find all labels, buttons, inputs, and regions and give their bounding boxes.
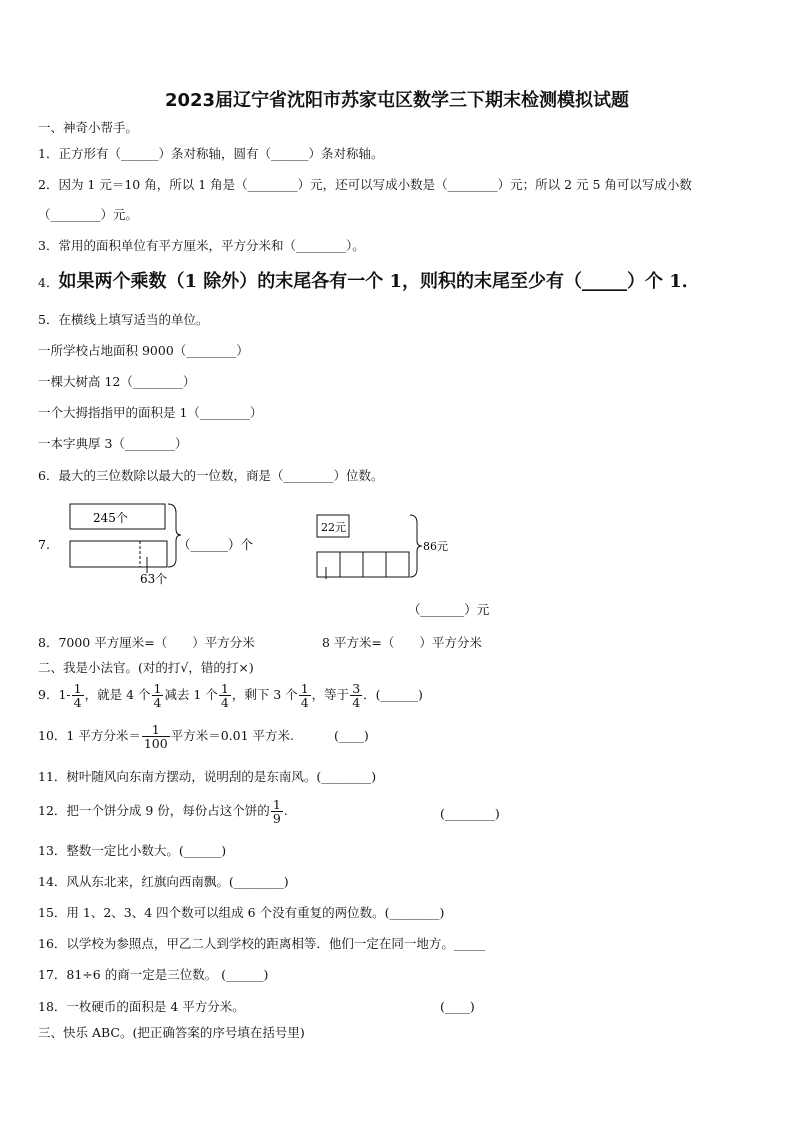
fraction-denominator: 4 <box>153 695 162 711</box>
question-2-line-1: 2．因为 1 元＝10 角，所以 1 角是（________）元，还可以写成小数是（________）元；所以 2 元 5 角可以写成小数 <box>38 177 692 192</box>
q9-text-3: ，剩下 3 个 <box>231 687 298 703</box>
left-brace <box>168 504 181 567</box>
question-10 <box>38 723 369 750</box>
fraction <box>299 682 311 709</box>
right-box-1 <box>317 552 340 577</box>
fraction <box>142 723 170 750</box>
question-11: 11．树叶随风向东南方摆动，说明刮的是东南风。(________) <box>38 769 377 784</box>
q10-suffix: 平方米＝0.01 平方米. <box>170 728 294 744</box>
q10-answer-blank: (____) <box>333 728 369 744</box>
question-1: 1．正方形有（______）条对称轴，圆有（______）条对称轴。 <box>38 146 384 161</box>
section-3-heading: 三、快乐 ABC。(把正确答案的序号填在括号里) <box>38 1025 305 1040</box>
question-4-number: 4． <box>38 275 59 290</box>
fraction-denominator: 100 <box>143 736 168 752</box>
fraction-numerator: 1 <box>73 681 82 696</box>
left-bottom-label: 63个 <box>140 572 168 586</box>
question-2-line-2: （________）元。 <box>38 207 139 222</box>
question-13: 13．整数一定比小数大。(______) <box>38 843 227 858</box>
q9-text-2: 减去 1 个 <box>164 687 218 703</box>
page-title: 2023届辽宁省沈阳市苏家屯区数学三下期末检测模拟试题 <box>164 90 630 111</box>
question-4-text: 如果两个乘数（1 除外）的末尾各有一个 1，则积的末尾至少有（_____）个 1． <box>58 271 700 292</box>
fraction <box>350 682 362 709</box>
question-8-part-b: 8 平方米=（ ）平方分米 <box>322 635 482 650</box>
q12-answer-blank: (________) <box>440 806 500 821</box>
question-5-item-d: 一本字典厚 3（________） <box>38 436 188 451</box>
right-box-4 <box>386 552 409 577</box>
fraction <box>219 682 231 709</box>
question-18: 18．一枚硬币的面积是 4 平方分米。 <box>38 999 245 1014</box>
question-3: 3．常用的面积单位有平方厘米，平方分米和（________）。 <box>38 238 365 253</box>
q9-text-4: ，等于 <box>311 687 350 703</box>
fraction-denominator: 4 <box>73 695 82 711</box>
right-total-label: 86元 <box>423 540 448 553</box>
q10-prefix: 10．1 平方分米＝ <box>38 728 141 744</box>
fraction-numerator: 3 <box>352 681 361 696</box>
question-15: 15．用 1、2、3、4 四个数可以组成 6 个没有重复的两位数。(________) <box>38 905 445 920</box>
question-5: 5．在横线上填写适当的单位。 <box>38 312 209 327</box>
fraction-denominator: 4 <box>300 695 309 711</box>
left-top-bar-label: 245个 <box>93 511 128 525</box>
question-9 <box>38 682 423 709</box>
section-2-heading: 二、我是小法官。(对的打√，错的打×) <box>38 660 254 675</box>
fraction <box>271 798 283 825</box>
q12-prefix: 12．把一个饼分成 9 份，每份占这个饼的 <box>38 803 270 819</box>
left-answer-blank: （______）个 <box>178 537 254 552</box>
question-4 <box>38 273 700 291</box>
question-5-item-a: 一所学校占地面积 9000（________） <box>38 343 249 358</box>
fraction-numerator: 1 <box>220 681 229 696</box>
fraction-denominator: 4 <box>220 695 229 711</box>
fraction-numerator: 1 <box>153 681 162 696</box>
right-answer-blank: （_______）元 <box>408 602 490 617</box>
question-7-number: 7. <box>38 537 50 552</box>
fraction <box>152 682 164 709</box>
right-box-2 <box>340 552 363 577</box>
question-14: 14．风从东北来，红旗向西南飘。(________) <box>38 874 289 889</box>
q9-text-5: ．(______) <box>363 687 423 703</box>
right-box-3 <box>363 552 386 577</box>
section-1-heading: 一、神奇小帮手。 <box>38 120 139 135</box>
q12-suffix: . <box>283 803 288 819</box>
fraction-numerator: 1 <box>300 681 309 696</box>
right-brace <box>410 515 422 577</box>
question-5-item-c: 一个大拇指指甲的面积是 1（________） <box>38 405 263 420</box>
question-8-part-a: 8．7000 平方厘米=（ ）平方分米 <box>38 635 255 650</box>
fraction-numerator: 1 <box>142 723 170 737</box>
fraction-denominator: 9 <box>272 811 281 827</box>
q9-text-1: ，就是 4 个 <box>84 687 151 703</box>
question-17: 17．81÷6 的商一定是三位数。 (______) <box>38 967 269 982</box>
question-7-figure <box>0 495 794 625</box>
fraction <box>72 682 84 709</box>
q18-answer-blank: (____) <box>440 999 475 1014</box>
question-16: 16．以学校为参照点，甲乙二人到学校的距离相等．他们一定在同一地方。_____ <box>38 936 486 951</box>
question-12 <box>38 798 288 825</box>
question-5-item-b: 一棵大树高 12（________） <box>38 374 196 389</box>
question-6: 6．最大的三位数除以最大的一位数，商是（________）位数。 <box>38 468 384 483</box>
right-top-box-label: 22元 <box>321 521 346 534</box>
left-bottom-bar <box>70 541 167 567</box>
fraction-numerator: 1 <box>272 797 281 812</box>
q9-prefix: 9．1- <box>38 687 71 703</box>
fraction-denominator: 4 <box>352 695 361 711</box>
